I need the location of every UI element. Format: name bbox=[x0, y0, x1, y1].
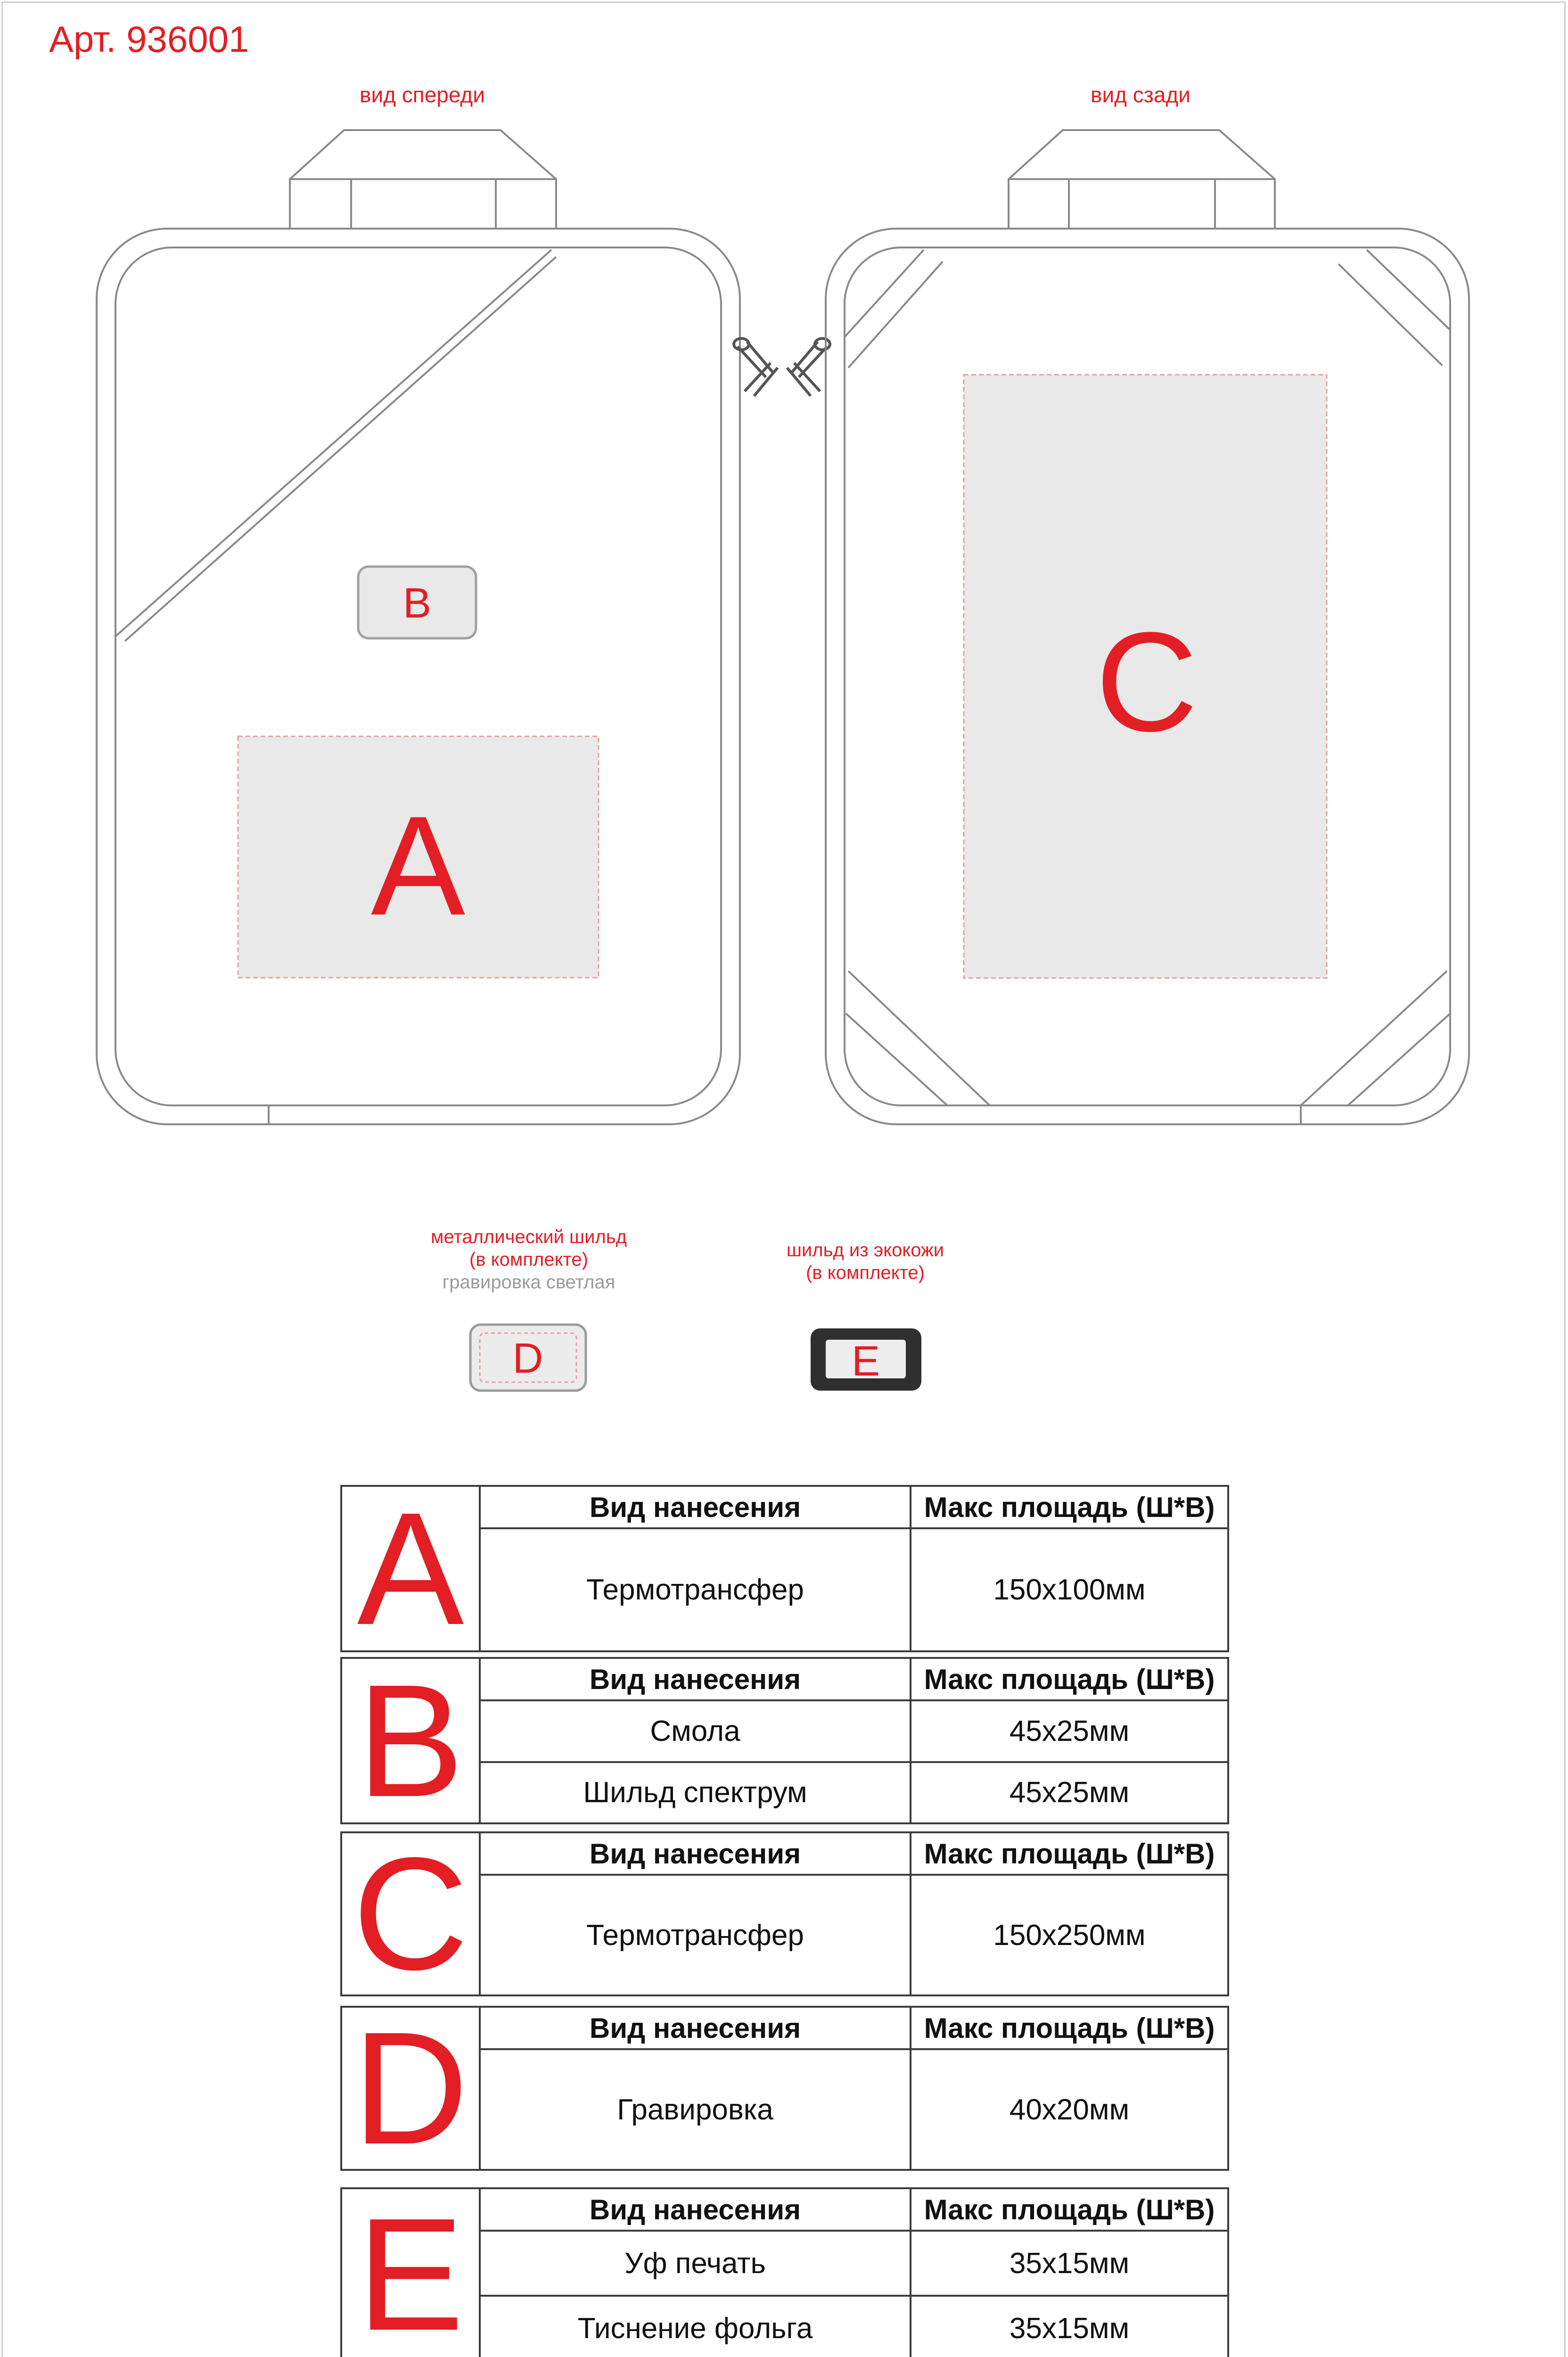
table-b-header-method: Вид нанесения bbox=[480, 1658, 911, 1700]
table-e-row2-area: 35x15мм bbox=[911, 2296, 1228, 2357]
leather-caption-line2: (в комплекте) bbox=[805, 1262, 925, 1283]
front-body-outer bbox=[97, 229, 740, 1124]
zipper-pulls-top bbox=[734, 338, 830, 396]
table-d-letter: D bbox=[341, 2007, 480, 2170]
table-e-row1-area: 35x15мм bbox=[911, 2231, 1228, 2296]
plate-d-letter: D bbox=[512, 1335, 543, 1382]
table-e bbox=[340, 2187, 1229, 2357]
table-e-letter: E bbox=[341, 2188, 480, 2357]
metal-caption-line3: гравировка светлая bbox=[442, 1272, 616, 1293]
front-view-label: вид спереди bbox=[360, 82, 485, 107]
table-d bbox=[340, 1999, 1229, 2178]
back-handle-base bbox=[1009, 179, 1275, 229]
front-handle-top bbox=[290, 130, 556, 179]
back-view-label: вид сзади bbox=[1091, 82, 1190, 107]
table-b-letter: B bbox=[341, 1658, 480, 1823]
table-b-row2-area: 45x25мм bbox=[911, 1762, 1228, 1824]
back-handle-top bbox=[1009, 130, 1275, 179]
table-c bbox=[340, 1824, 1229, 2003]
table-a-row1-area: 150x100мм bbox=[911, 1528, 1228, 1651]
table-c-row1-method: Термотрансфер bbox=[480, 1875, 911, 1995]
table-b-row1-method: Смола bbox=[480, 1700, 911, 1762]
table-a-letter: A bbox=[341, 1486, 480, 1651]
leather-caption-line1: шильд из экокожи bbox=[786, 1240, 944, 1261]
table-b-header-area: Макс площадь (Ш*В) bbox=[911, 1658, 1228, 1700]
table-c-row1-area: 150x250мм bbox=[911, 1875, 1228, 1995]
leather-plate-caption bbox=[686, 1239, 1044, 1284]
metal-caption-line1: металлический шильд bbox=[431, 1227, 627, 1247]
plate-e-letter: E bbox=[851, 1338, 880, 1385]
table-d-header-method: Вид нанесения bbox=[480, 2007, 911, 2049]
front-handle-base bbox=[290, 179, 556, 229]
table-e-row1-method: Уф печать bbox=[480, 2231, 911, 2296]
zone-a-letter: A bbox=[370, 786, 466, 945]
table-b-row2-method: Шильд спектрум bbox=[480, 1762, 911, 1824]
back-corner-br bbox=[1301, 971, 1450, 1105]
table-e-row2-method: Тиснение фольга bbox=[480, 2296, 911, 2357]
table-e-header-area: Макс площадь (Ш*В) bbox=[911, 2188, 1228, 2231]
back-corner-tl bbox=[845, 250, 943, 368]
table-d-row1-method: Гравировка bbox=[480, 2049, 911, 2170]
table-b-row1-area: 45x25мм bbox=[911, 1700, 1228, 1762]
zone-c-letter: C bbox=[1095, 602, 1198, 761]
table-d-row1-area: 40x20мм bbox=[911, 2049, 1228, 2170]
table-c-header-area: Макс площадь (Ш*В) bbox=[911, 1832, 1228, 1875]
table-a-row1-method: Термотрансфер bbox=[480, 1528, 911, 1651]
table-c-header-method: Вид нанесения bbox=[480, 1832, 911, 1875]
table-b bbox=[340, 1651, 1229, 1830]
back-corner-tr bbox=[1338, 250, 1450, 365]
table-c-letter: C bbox=[341, 1832, 480, 1995]
table-a-header-area: Макс площадь (Ш*В) bbox=[911, 1486, 1228, 1528]
metal-caption-line2: (в комплекте) bbox=[469, 1249, 588, 1270]
metal-plate-caption bbox=[350, 1226, 708, 1294]
table-e-header-method: Вид нанесения bbox=[480, 2188, 911, 2231]
zone-b-letter: B bbox=[402, 580, 432, 627]
table-a-header-method: Вид нанесения bbox=[480, 1486, 911, 1528]
back-corner-bl bbox=[846, 971, 990, 1105]
front-diagonal-seam bbox=[115, 250, 551, 636]
table-d-header-area: Макс площадь (Ш*В) bbox=[911, 2007, 1228, 2049]
table-a bbox=[340, 1479, 1229, 1658]
article-number: Арт. 936001 bbox=[49, 18, 249, 60]
